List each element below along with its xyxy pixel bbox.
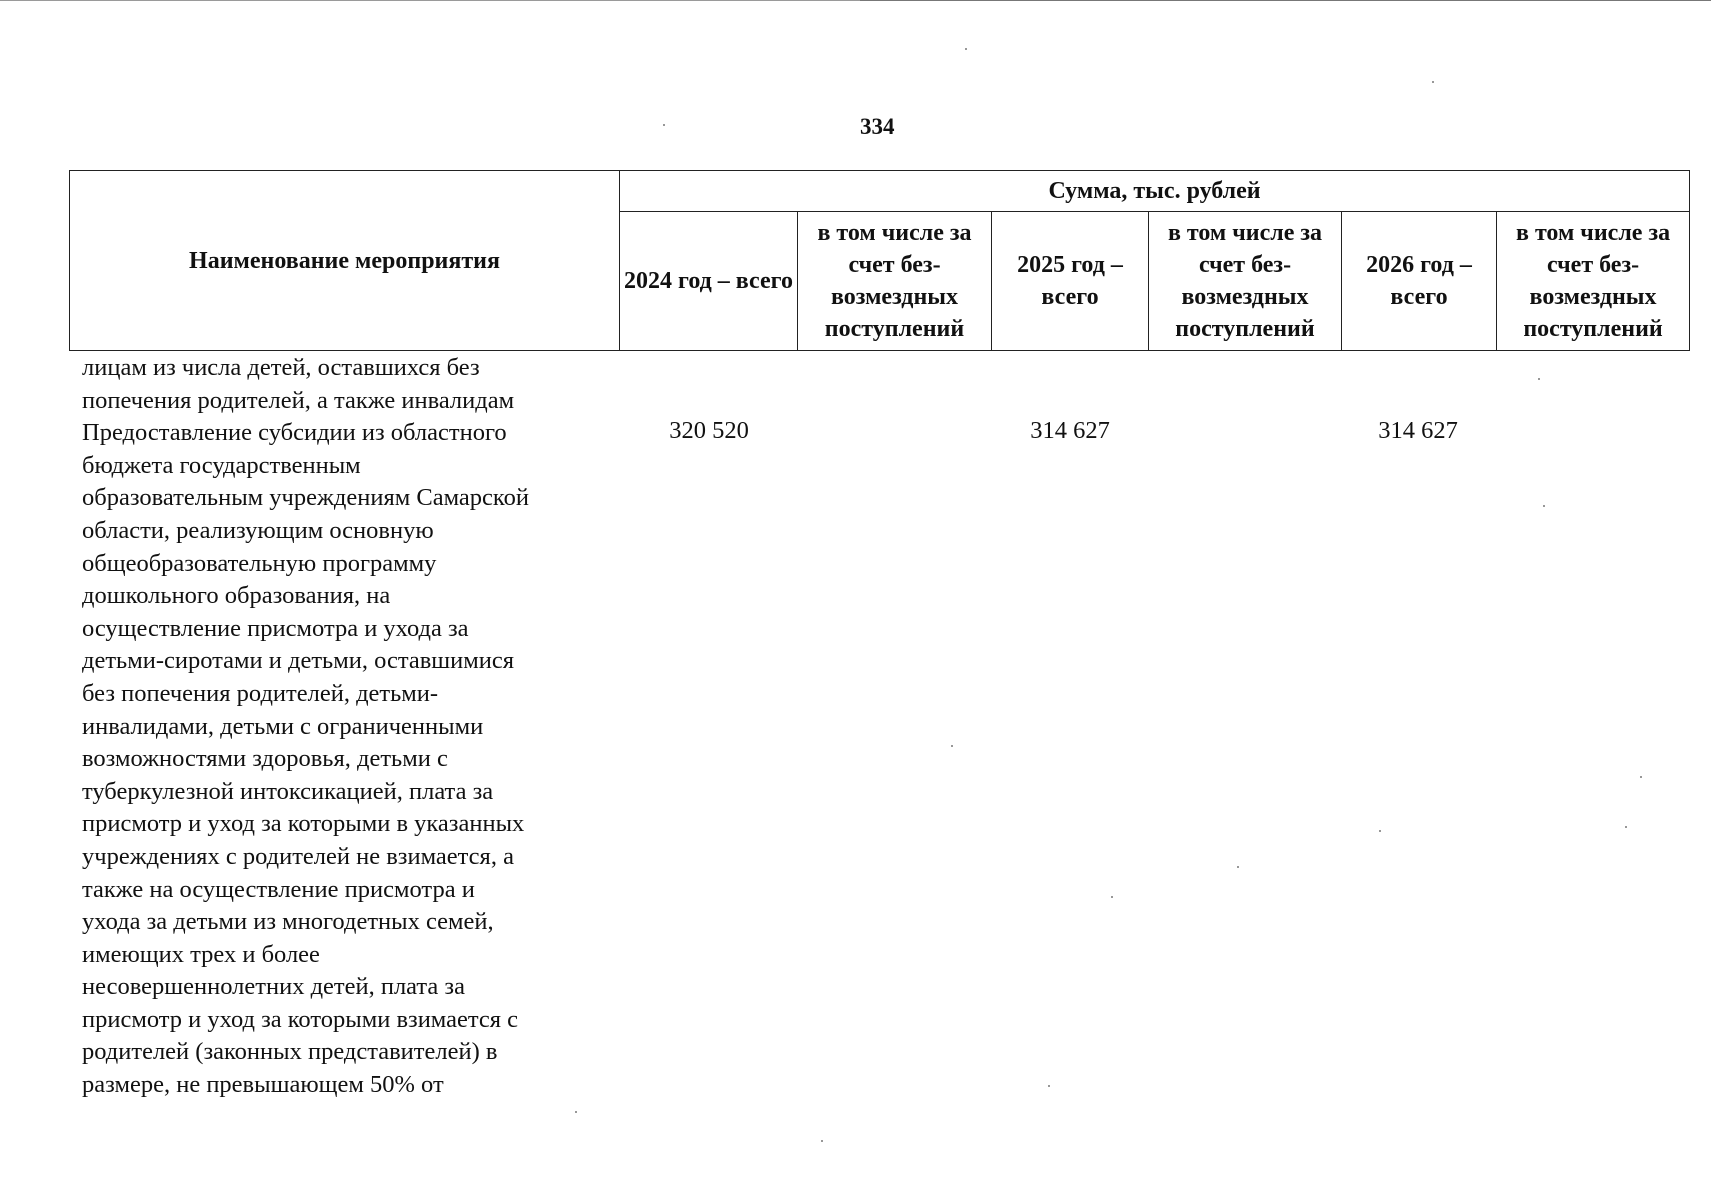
item-line: инвалидами, детьми с ограниченными	[82, 712, 484, 740]
value-2024-total: 320 520	[669, 417, 749, 444]
budget-table-header	[69, 170, 1690, 351]
scan-top-edge-dark	[860, 0, 1711, 1]
header-2024-free: в том числе за счет без-возмездных поступлений	[798, 212, 992, 351]
scan-speck	[1640, 776, 1642, 778]
header-2025-total: 2025 год – всего	[992, 212, 1149, 351]
continuation-line: лицам из числа детей, оставшихся без	[82, 354, 480, 381]
header-2024-total: 2024 год – всего	[620, 212, 798, 351]
item-line: бюджета государственным	[82, 451, 361, 479]
item-line: возможностями здоровья, детьми с	[82, 745, 448, 773]
item-line: родителей (законных представителей) в	[82, 1038, 498, 1066]
scan-speck	[1111, 896, 1113, 898]
header-2026-total: 2026 год – всего	[1342, 212, 1497, 351]
item-line: Предоставление субсидии из областного	[82, 419, 507, 447]
item-line: имеющих трех и более	[82, 940, 320, 968]
item-line: осуществление присмотра и ухода за	[82, 614, 469, 642]
page-number: 334	[860, 114, 895, 139]
scan-speck	[951, 745, 953, 747]
item-line: учреждениях с родителей не взимается, а	[82, 842, 514, 870]
item-line: также на осуществление присмотра и	[82, 875, 475, 903]
value-2026-total: 314 627	[1378, 417, 1458, 444]
item-line: области, реализующим основную	[82, 516, 434, 544]
header-2025-free: в том числе за счет без-возмездных поступлений	[1149, 212, 1342, 351]
scan-speck	[663, 124, 665, 126]
scan-speck	[1237, 866, 1239, 868]
item-line: общеобразовательную программу	[82, 549, 437, 577]
item-line: дошкольного образования, на	[82, 582, 391, 610]
continuation-line: попечения родителей, а также инвалидам	[82, 386, 515, 414]
header-sum: Сумма, тыс. рублей	[620, 171, 1690, 212]
item-line: ухода за детьми из многодетных семей,	[82, 908, 494, 936]
header-activity-name: Наименование мероприятия	[70, 171, 620, 351]
activity-description	[82, 352, 622, 1102]
header-2026-free: в том числе за счет без-возмездных поступлений	[1497, 212, 1690, 351]
scan-speck	[575, 1111, 577, 1113]
scan-speck	[1432, 81, 1434, 83]
item-line: присмотр и уход за которыми в указанных	[82, 810, 525, 838]
scan-speck	[821, 1140, 823, 1142]
item-line: туберкулезной интоксикацией, плата за	[82, 777, 494, 805]
scan-speck	[1625, 826, 1627, 828]
item-line: размере, не превышающем 50% от	[82, 1071, 444, 1099]
scan-speck	[1538, 378, 1540, 380]
scan-speck	[965, 48, 967, 50]
item-line: присмотр и уход за которыми взимается с	[82, 1005, 519, 1033]
item-line: образовательным учреждениям Самарской	[82, 484, 529, 512]
scan-speck	[1543, 505, 1545, 507]
item-line: несовершеннолетних детей, плата за	[82, 973, 465, 1001]
scan-speck	[1048, 1085, 1050, 1087]
item-line: без попечения родителей, детьми-	[82, 679, 439, 707]
item-line: детьми-сиротами и детьми, оставшимися	[82, 647, 515, 675]
scan-speck	[1379, 830, 1381, 832]
value-2025-total: 314 627	[1030, 417, 1110, 444]
